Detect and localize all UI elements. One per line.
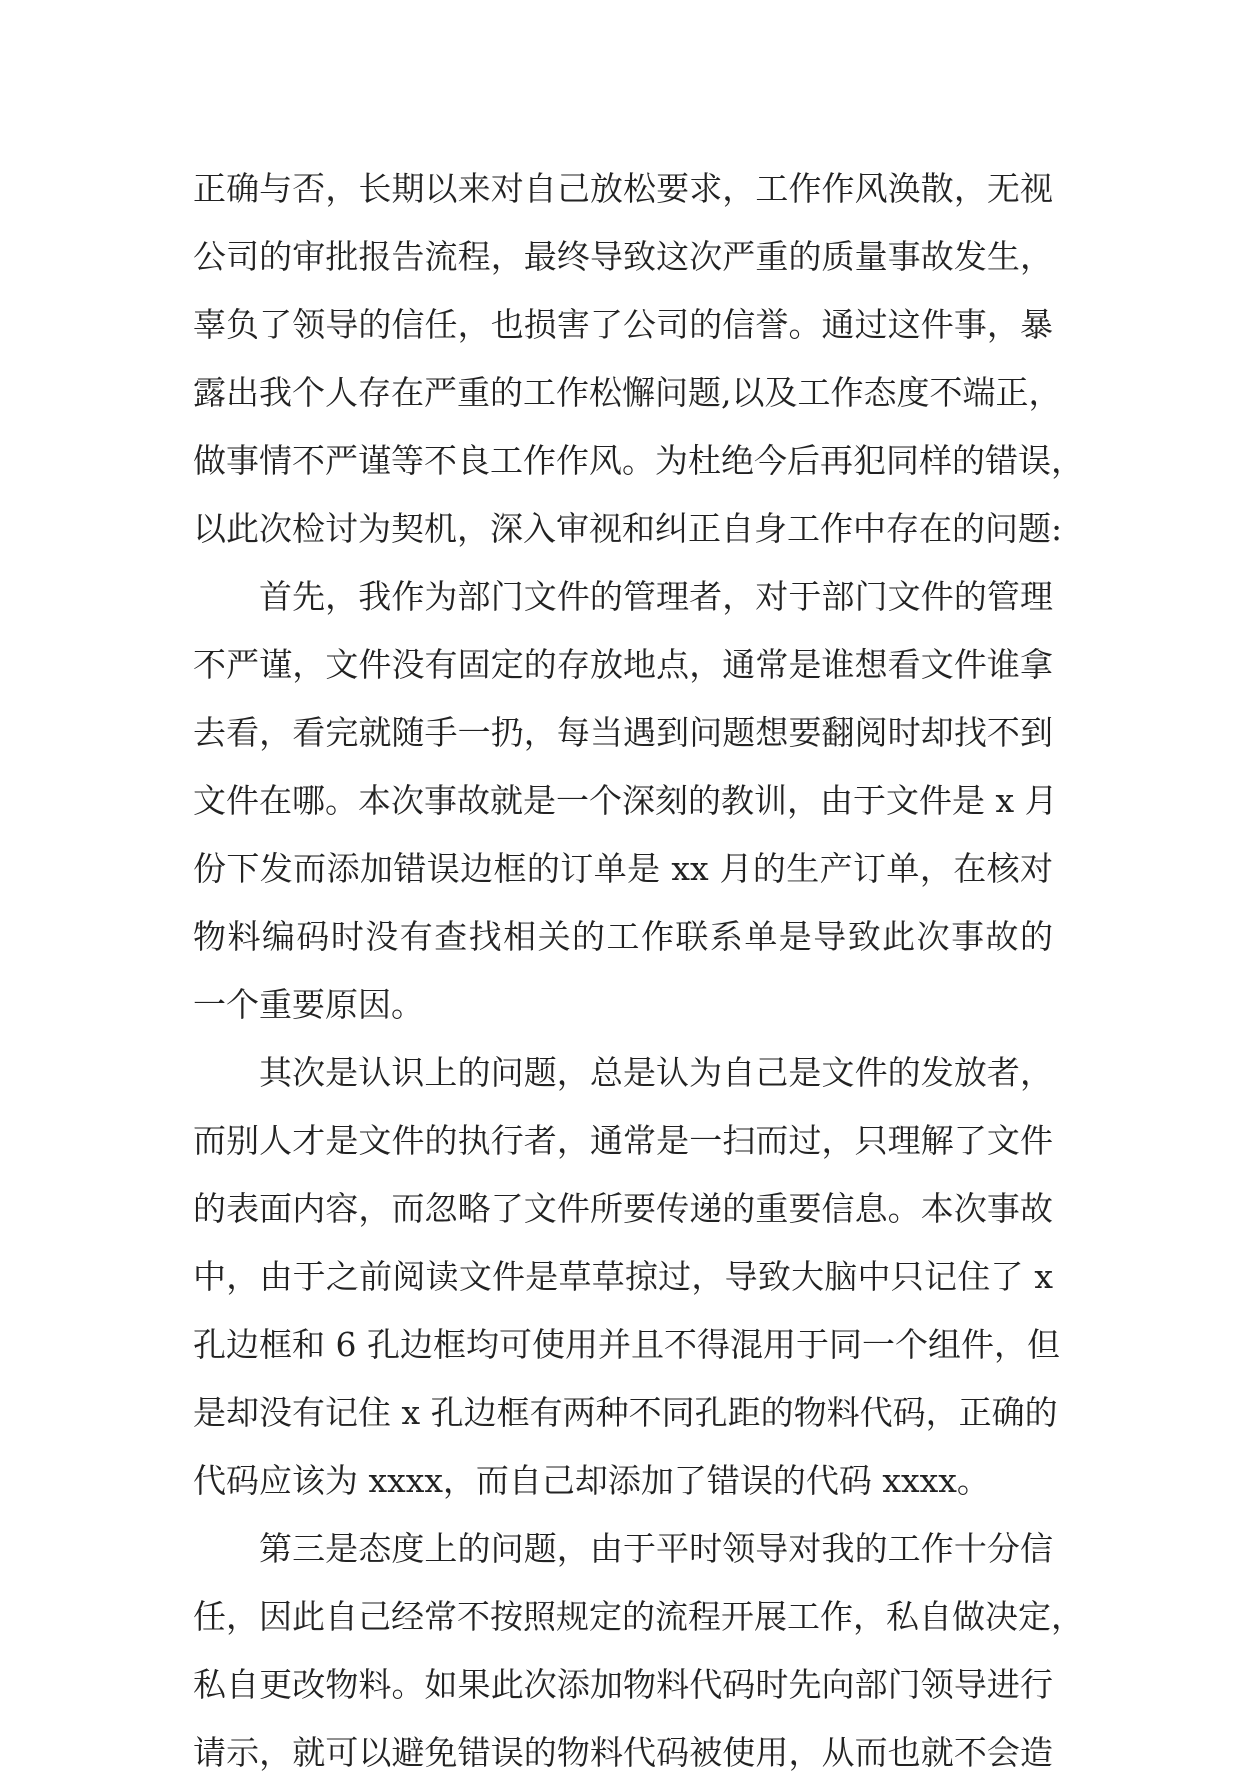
text-line: 首先，我作为部门文件的管理者，对于部门文件的管理 [259,577,1053,616]
text-line: 私自更改物料。如果此次添加物料代码时先向部门领导进行 [193,1665,1053,1704]
text-line: 份下发而添加错误边框的订单是 xx 月的生产订单，在核对 [193,849,1053,888]
paragraph-2 [193,563,1058,1039]
text-line: 做事情不严谨等不良工作作风。为杜绝今后再犯同样的错误， [193,441,1084,480]
text-line: 物料编码时没有查找相关的工作联系单是导致此次事故的 [193,917,1053,956]
text-line: 露出我个人存在严重的工作松懈问题,以及工作态度不端正， [193,373,1062,412]
paragraph-1 [193,155,1084,563]
text-line: 公司的审批报告流程，最终导致这次严重的质量事故发生， [193,237,1053,276]
text-line: 辜负了领导的信任，也损害了公司的信誉。通过这件事，暴 [193,305,1053,344]
text-line: 代码应该为 xxxx，而自己却添加了错误的代码 xxxx。 [193,1461,990,1500]
text-line: 孔边框和 6 孔边框均可使用并且不得混用于同一个组件，但 [193,1325,1060,1364]
text-line: 不严谨，文件没有固定的存放地点，通常是谁想看文件谁拿 [193,645,1053,684]
text-line: 而别人才是文件的执行者，通常是一扫而过，只理解了文件 [193,1121,1053,1160]
text-line: 是却没有记住 x 孔边框有两种不同孔距的物料代码，正确的 [193,1393,1058,1432]
text-line: 第三是态度上的问题，由于平时领导对我的工作十分信 [259,1529,1053,1568]
text-line: 任，因此自己经常不按照规定的流程开展工作，私自做决定， [193,1597,1084,1636]
text-line: 正确与否，长期以来对自己放松要求，工作作风涣散，无视 [193,169,1053,208]
text-line: 中，由于之前阅读文件是草草掠过，导致大脑中只记住了 x [193,1257,1053,1296]
text-line: 以此次检讨为契机，深入审视和纠正自身工作中存在的问题: [193,509,1063,548]
text-line: 请示，就可以避免错误的物料代码被使用，从而也就不会造 [193,1733,1053,1772]
text-line: 文件在哪。本次事故就是一个深刻的教训，由于文件是 x 月 [193,781,1058,820]
text-line: 的表面内容，而忽略了文件所要传递的重要信息。本次事故 [193,1189,1053,1228]
paragraph-4 [193,1515,1084,1787]
text-line: 其次是认识上的问题，总是认为自己是文件的发放者， [259,1053,1053,1092]
paragraph-3 [193,1039,1060,1515]
text-line: 一个重要原因。 [193,985,424,1024]
text-line: 去看，看完就随手一扔，每当遇到问题想要翻阅时却找不到 [193,713,1053,752]
document-body [193,155,1084,1787]
